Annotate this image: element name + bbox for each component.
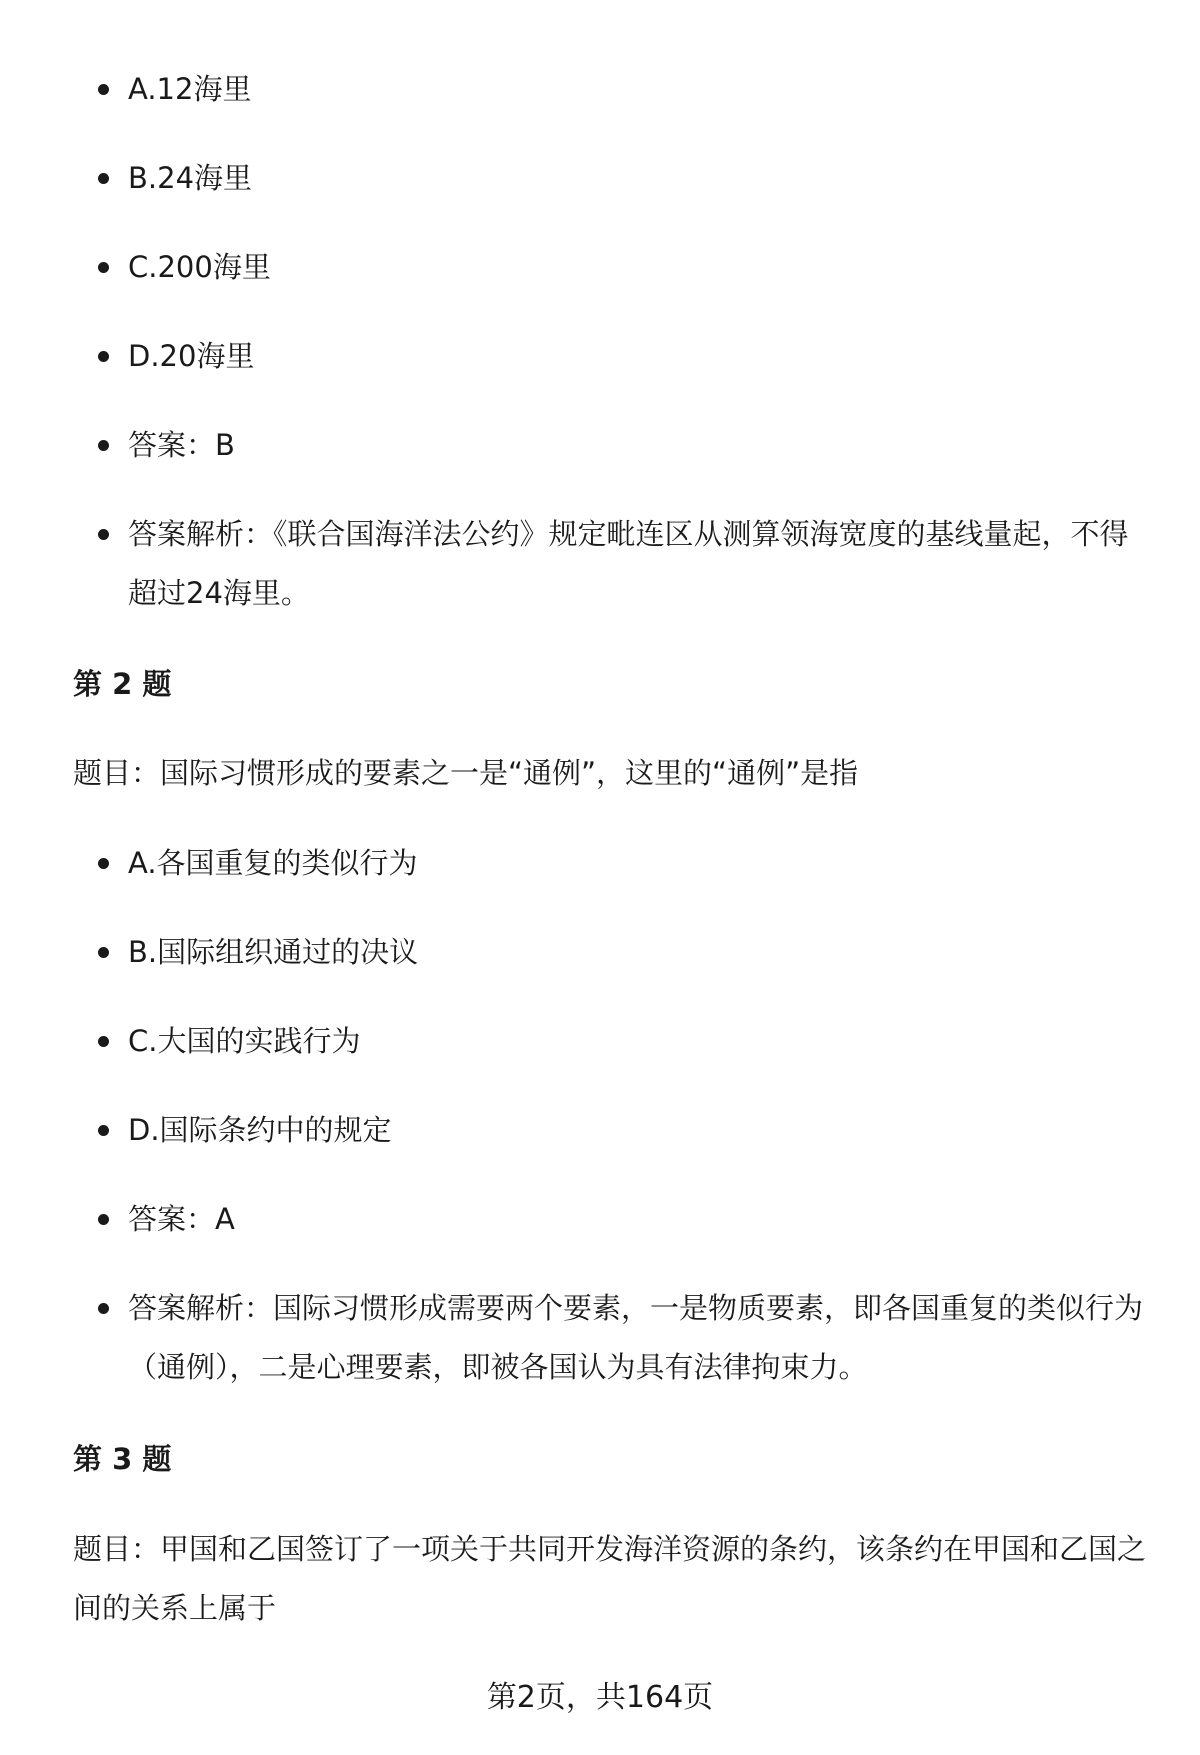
q1-option-a: A.12海里: [0, 60, 1200, 119]
q2-explanation: 答案解析：国际习惯形成需要两个要素，一是物质要素，即各国重复的类似行为（通例），二是心理要素，即被各国认为具有法律拘束力。: [0, 1279, 1200, 1397]
q3-question: 题目：甲国和乙国签订了一项关于共同开发海洋资源的条约，该条约在甲国和乙国之间的关系上属于: [73, 1532, 1147, 1625]
q1-option-c: C.200海里: [0, 238, 1200, 297]
q1-option-b: B.24海里: [0, 149, 1200, 208]
q2-option-list: [0, 834, 1200, 1427]
q2-option-a: A.各国重复的类似行为: [0, 834, 1200, 893]
q1-option-list: [0, 60, 1200, 653]
q2-option-c: C.大国的实践行为: [0, 1012, 1200, 1071]
q3-heading: 第 3 题: [73, 1442, 172, 1476]
q1-option-d: D.20海里: [0, 327, 1200, 386]
q2-heading: 第 2 题: [73, 667, 172, 701]
page-footer: 第2页，共164页: [486, 1680, 714, 1715]
q2-option-b: B.国际组织通过的决议: [0, 923, 1200, 982]
q1-explanation: 答案解析：《联合国海洋法公约》规定毗连区从测算领海宽度的基线量起，不得超过24海里。: [0, 505, 1200, 623]
q2-answer: 答案：A: [0, 1190, 1200, 1249]
q2-question: 题目：国际习惯形成的要素之一是“通例”，这里的“通例”是指: [73, 756, 859, 790]
q1-answer: 答案：B: [0, 416, 1200, 475]
q2-option-d: D.国际条约中的规定: [0, 1101, 1200, 1160]
